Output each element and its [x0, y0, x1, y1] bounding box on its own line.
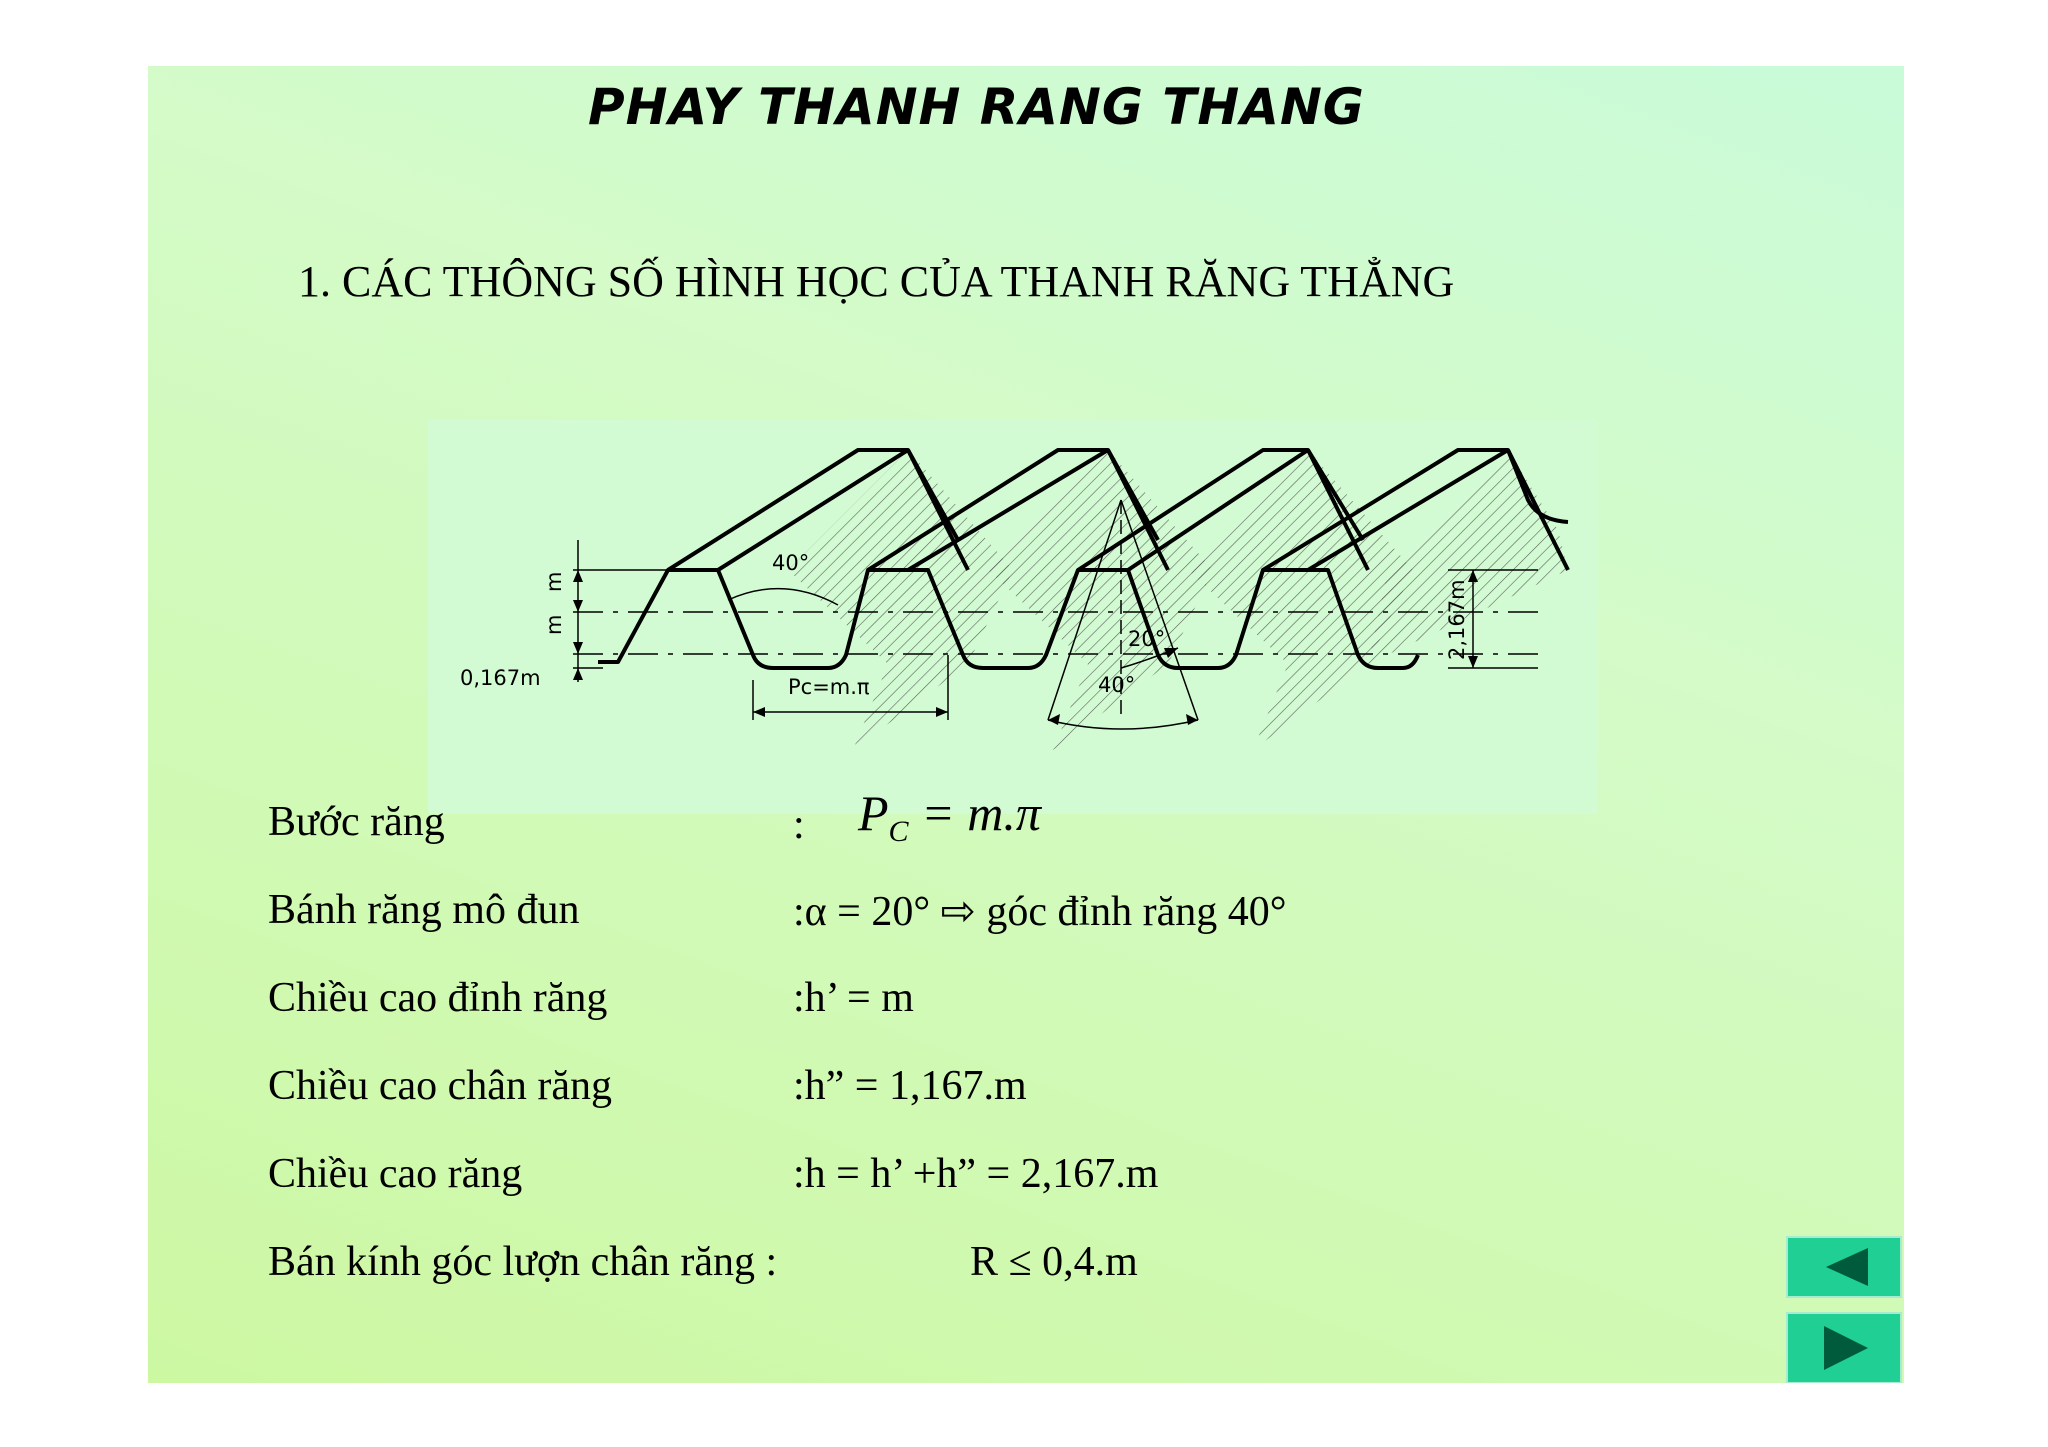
- label-total-height: 2,167m: [1445, 579, 1469, 660]
- param-label-tooth-height: Chiều cao răng: [268, 1151, 523, 1197]
- param-value-fillet-radius: R ≤ 0,4.m: [970, 1239, 1138, 1285]
- label-bottom-angle: 40°: [1098, 673, 1136, 697]
- label-addendum: m: [542, 571, 566, 592]
- label-tip-angle: 40°: [772, 551, 810, 575]
- rack-tooth-diagram: [428, 420, 1598, 814]
- pitch-formula: [858, 784, 1041, 849]
- param-label-fillet-radius: Bán kính góc lượn chân răng :: [268, 1239, 778, 1285]
- formula-rhs: = m.π: [908, 785, 1041, 841]
- param-label-dedendum: Chiều cao chân răng: [268, 1063, 613, 1109]
- section-heading: 1. CÁC THÔNG SỐ HÌNH HỌC CỦA THANH RĂNG THẲNG: [298, 257, 1455, 306]
- slide-title: PHAY THANH RANG THANG: [588, 78, 1365, 136]
- param-label-module: Bánh răng mô đun: [268, 887, 580, 933]
- param-label-pitch: Bước răng: [268, 799, 445, 845]
- slide: [148, 66, 1904, 1383]
- label-pitch: Pc=m.π: [788, 675, 870, 699]
- param-value-tooth-height: :h = h’ +h” = 2,167.m: [793, 1151, 1159, 1197]
- label-dedendum: m: [542, 614, 566, 635]
- next-slide-button[interactable]: [1786, 1312, 1902, 1383]
- label-pressure-angle: 20°: [1128, 627, 1166, 651]
- param-value-dedendum: :h” = 1,167.m: [793, 1063, 1027, 1109]
- param-value-addendum: :h’ = m: [793, 975, 914, 1021]
- param-value-module: :α = 20° ⇨ góc đỉnh răng 40°: [793, 889, 1287, 935]
- formula-symbol: P: [858, 785, 889, 841]
- param-label-addendum: Chiều cao đỉnh răng: [268, 975, 608, 1021]
- triangle-left-icon: [1788, 1238, 1900, 1296]
- rack-diagram-svg: [428, 420, 1598, 814]
- label-root-clearance: 0,167m: [460, 666, 541, 690]
- formula-subscript: C: [888, 815, 909, 848]
- triangle-right-icon: [1788, 1314, 1900, 1382]
- prev-slide-button[interactable]: [1786, 1236, 1902, 1298]
- param-value-pitch-colon: :: [793, 802, 805, 848]
